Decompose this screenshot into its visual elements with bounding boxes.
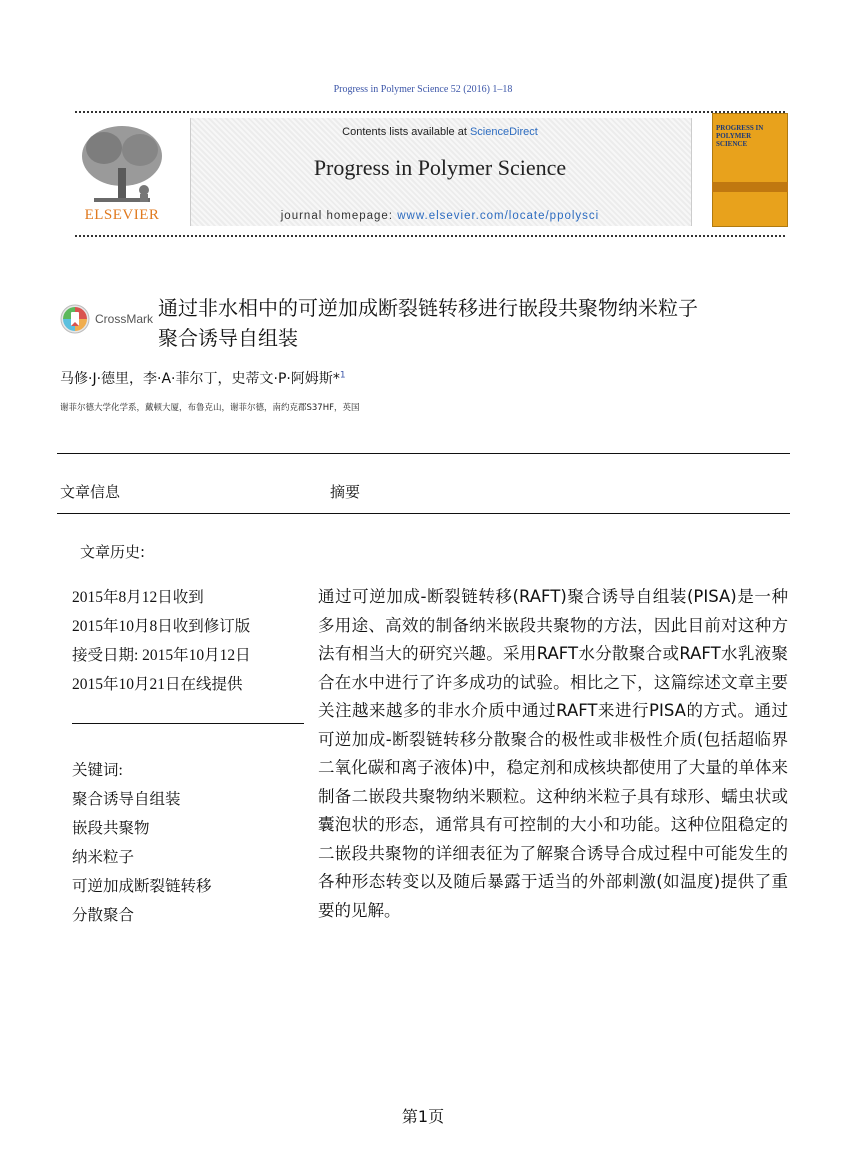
history-heading: 文章历史: [80,543,146,561]
article-history [72,583,312,699]
journal-homepage [190,210,690,222]
journal-cover-band [712,182,788,192]
history-received: 2015年8月12日收到 [72,589,204,606]
keyword-item: 可逆加成断裂链转移 [72,878,212,895]
article-info-heading: 文章信息 [60,483,121,501]
author-footnote-marker[interactable]: 1 [339,370,346,381]
banner-top-rule [75,111,785,113]
section-top-rule [57,453,790,454]
history-revised: 2015年10月8日收到修订版 [72,618,251,635]
author-names: 马修·J·德里，李·A·菲尔丁，史蒂文·P·阿姆斯* [60,371,340,387]
journal-cover-title: PROGRESS IN POLYMER SCIENCE [716,124,764,148]
journal-name: Progress in Polymer Science [313,155,567,180]
section-head-rule [57,513,790,514]
elsevier-wordmark: ELSEVIER [84,207,160,223]
keywords-block [72,756,312,930]
keyword-item: 聚合诱导自组装 [72,791,181,808]
page-number: 第1页 [401,1107,445,1126]
keyword-item: 分散聚合 [72,907,135,924]
keyword-item: 嵌段共聚物 [72,820,150,837]
homepage-link[interactable]: www.elsevier.com/locate/ppolysci [397,210,600,222]
article-title: 通过非水相中的可逆加成断裂链转移进行嵌段共聚物纳米粒子聚合诱导自组装 [158,296,698,350]
affiliation: 谢菲尔德大学化学系，戴顿大厦，布鲁克山，谢菲尔德，南约克郡S37HF，英国 [60,403,360,413]
history-online: 2015年10月21日在线提供 [72,676,243,693]
contents-prefix: Contents lists available at [342,126,470,138]
abstract-heading: 摘要 [330,483,361,501]
contents-available-line [190,126,690,138]
keywords-heading: 关键词: [72,762,123,779]
running-citation: Progress in Polymer Science 52 (2016) 1–18 [333,84,513,95]
history-accepted: 接受日期: 2015年10月12日 [72,647,251,664]
crossmark-icon[interactable] [60,304,90,334]
homepage-prefix: journal homepage: [280,210,398,222]
keyword-item: 纳米粒子 [72,849,135,866]
sciencedirect-link[interactable]: ScienceDirect [469,126,538,138]
banner-bottom-rule [75,235,785,237]
abstract-body: 通过可逆加成-断裂链转移(RAFT)聚合诱导自组装(PISA)是一种多用途、高效的制备纳米嵌段共聚物的方法，因此目前对这种方法有相当大的研究兴趣。采用RAFT水分散聚合或RAFT水乳液聚合在水中进行了许多成功的试验。相比之下，这篇综述文章主要关注越来越多的非水介质中通过RAFT来进行PISA的方式。通过可逆加成-断裂链转移分散聚合的极性或非极性介质(包括超临界二氧化碳和离子液体)中，稳定剂和成核块都使用了大量的单体来制备二嵌段共聚物纳米颗粒。这种纳米粒子具有球形、蠕虫状或囊泡状的形态，通常具有可控制的大小和功能。这种位阻稳定的二嵌段共聚物的详细表征为了解聚合诱导合成过程中可能发生的各种形态转变以及随后暴露于适当的外部刺激(如温度)提供了重要的见解。 [318,587,788,920]
author-list [60,368,346,388]
crossmark-label[interactable]: CrossMark [95,312,154,326]
keywords-divider [72,723,304,724]
